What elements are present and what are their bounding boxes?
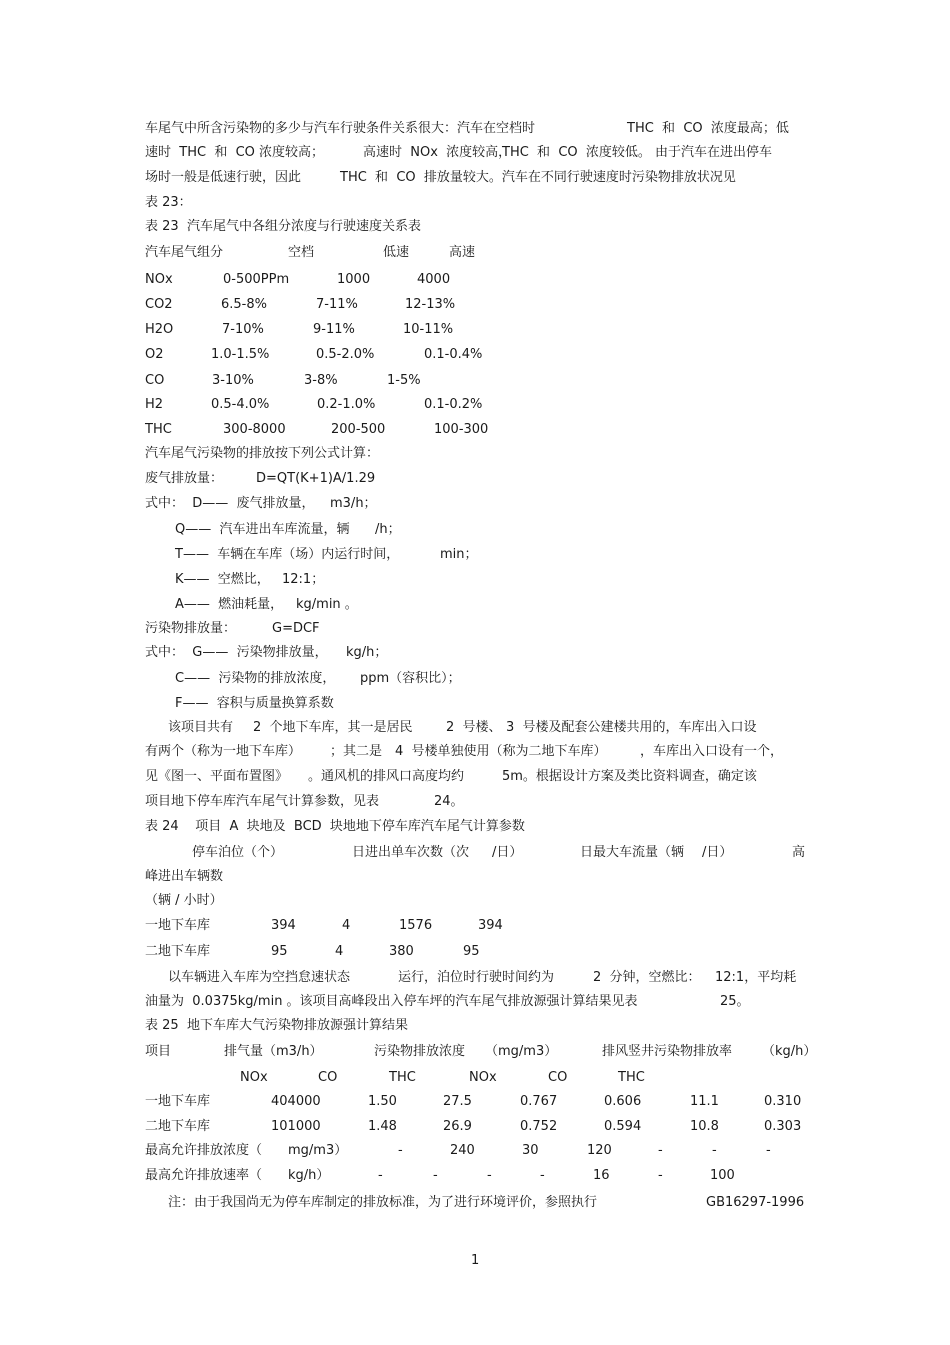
table-cell: 9-11%	[313, 322, 355, 337]
table-cell: NOx	[145, 272, 173, 287]
waste-gas-label: 废气排放量：	[145, 471, 224, 486]
para2-l4b: 24。	[434, 794, 464, 809]
table-23-header: 汽车尾气组分	[145, 245, 224, 260]
where-f: F—— 容积与质量换算系数	[175, 696, 334, 711]
table-24-header: 停车泊位（个）	[192, 845, 284, 860]
table-cell: 200-500	[331, 422, 386, 437]
table-cell: -	[658, 1168, 663, 1183]
table-cell: 0.767	[520, 1094, 558, 1109]
table-cell: 0.1-0.4%	[424, 347, 483, 362]
table-23-header: 高速	[449, 245, 476, 260]
table-cell: kg/h）	[288, 1168, 330, 1183]
table-23-header: 空档	[288, 245, 315, 260]
table-25-caption: 表 25 地下车库大气污染物排放源强计算结果	[145, 1018, 408, 1033]
table-cell: 3-10%	[212, 373, 254, 388]
para2-l3b: 。通风机的排风口高度均约	[308, 769, 465, 784]
table-23-header: 低速	[383, 245, 410, 260]
table-cell: O2	[145, 347, 164, 362]
table-cell: 6.5-8%	[221, 297, 267, 312]
table-cell: -	[540, 1168, 545, 1183]
para3-l1c: 2 分钟，空燃比：	[593, 970, 701, 985]
table-cell: 16	[593, 1168, 610, 1183]
para2-l3c: 5m。根据设计方案及类比资料调查，确定该	[502, 769, 757, 784]
para2-l3a: 见《图一、平面布置图》	[145, 769, 289, 784]
table-cell: 4000	[417, 272, 451, 287]
table-cell: 11.1	[690, 1094, 719, 1109]
table-cell: -	[658, 1143, 663, 1158]
table-cell: 1-5%	[387, 373, 421, 388]
para2-l2c: 4 号楼单独使用（称为二地下车库）	[395, 744, 607, 759]
intro-line2-a: 速时 THC 和 CO 浓度较高；	[145, 145, 325, 160]
table-cell: 0-500PPm	[223, 272, 290, 287]
table-25-header: 排气量（m3/h）	[224, 1044, 323, 1059]
where-d-b: m3/h；	[330, 496, 377, 511]
table-24-header: 日最大车流量（辆	[580, 845, 685, 860]
table-cell: 1.48	[368, 1119, 397, 1134]
pollutant-formula: G=DCF	[272, 621, 320, 636]
table-25-subheader: NOx	[469, 1070, 497, 1085]
table-cell: THC	[145, 422, 172, 437]
table-cell: 0.594	[604, 1119, 642, 1134]
table-cell: H2	[145, 397, 164, 412]
intro-line2-b: 高速时 NOx 浓度较高，	[363, 145, 512, 160]
table-24-header: /日）	[492, 845, 523, 860]
para3-l1a: 以车辆进入车库为空挡怠速状态	[168, 970, 351, 985]
para3-l1d: 12:1，平均耗	[715, 970, 797, 985]
table-cell: -	[712, 1143, 717, 1158]
table-cell: 1576	[399, 918, 433, 933]
para3-l2a: 油量为 0.0375kg/min 。该项目高峰段出入停车坪的汽车尾气排放源强计算结果见表	[145, 994, 638, 1009]
table-cell: 240	[450, 1143, 475, 1158]
table-cell: CO2	[145, 297, 173, 312]
table-cell: 12-13%	[405, 297, 456, 312]
table-cell: -	[487, 1168, 492, 1183]
table-25-subheader: THC	[389, 1070, 416, 1085]
where-q-b: /h；	[375, 522, 401, 537]
table-cell: 30	[522, 1143, 539, 1158]
para3-l2b: 25。	[720, 994, 750, 1009]
table-cell: 95	[463, 944, 480, 959]
table-cell: 300-8000	[223, 422, 286, 437]
table-cell: 一地下车库	[145, 918, 211, 933]
note-text: 注：由于我国尚无为停车库制定的排放标准，为了进行环境评价，参照执行	[168, 1195, 598, 1210]
table-cell: 394	[478, 918, 503, 933]
table-cell: -	[378, 1168, 383, 1183]
table-cell: 3-8%	[304, 373, 338, 388]
para2-l2a: 有两个（称为一地下车库）	[145, 744, 302, 759]
table-24-header: （辆 / 小时）	[145, 893, 223, 908]
intro-line4: 表 23：	[145, 195, 192, 210]
para2-l1b: 2 个地下车库，其一是居民	[253, 720, 413, 735]
table-cell: 二地下车库	[145, 944, 211, 959]
table-cell: 4	[335, 944, 344, 959]
table-25-header: 污染物排放浓度	[374, 1044, 466, 1059]
table-25-subheader: NOx	[240, 1070, 268, 1085]
table-24-header: 日进出单车次数（次	[352, 845, 470, 860]
table-cell: 一地下车库	[145, 1094, 211, 1109]
where-a-a: A—— 燃油耗量，	[175, 597, 284, 612]
table-25-subheader: CO	[318, 1070, 338, 1085]
where-q-a: Q—— 汽车进出车库流量，辆	[175, 522, 350, 537]
table-24-header: /日）	[702, 845, 733, 860]
table-cell: 0.5-4.0%	[211, 397, 270, 412]
para2-l2d: ，车库出入口设有一个，	[640, 744, 784, 759]
table-24-caption: 表 24 项目 A 块地及 BCD 块地地下停车库汽车尾气计算参数	[145, 819, 525, 834]
table-24-header: 峰进出车辆数	[145, 869, 224, 884]
intro-line3-b: THC 和 CO 排放量较大。汽车在不同行驶速度时污染物排放状况见	[340, 170, 736, 185]
table-24-header: 高	[792, 845, 806, 860]
table-cell: 最高允许排放浓度（	[145, 1143, 263, 1158]
table-cell: 404000	[271, 1094, 321, 1109]
where-g-b: kg/h；	[346, 645, 388, 660]
table-cell: 10.8	[690, 1119, 719, 1134]
table-cell: 27.5	[443, 1094, 472, 1109]
table-cell: 10-11%	[403, 322, 454, 337]
page-number: 1	[471, 1253, 480, 1268]
table-cell: 380	[389, 944, 414, 959]
table-23-caption: 表 23 汽车尾气中各组分浓度与行驶速度关系表	[145, 219, 421, 234]
table-cell: CO	[145, 373, 165, 388]
table-cell: 394	[271, 918, 296, 933]
where-c-b: ppm（容积比）；	[360, 671, 461, 686]
table-cell: 0.310	[764, 1094, 802, 1109]
where-d-a: 式中： D—— 废气排放量，	[145, 496, 315, 511]
table-25-header: 项目	[145, 1044, 172, 1059]
para2-l4a: 项目地下停车库汽车尾气计算参数，见表	[145, 794, 380, 809]
table-25-header: （mg/m3）	[485, 1044, 558, 1059]
table-cell: 101000	[271, 1119, 321, 1134]
table-cell: 1.0-1.5%	[211, 347, 270, 362]
table-cell: 1.50	[368, 1094, 397, 1109]
para2-l1a: 该项目共有	[168, 720, 234, 735]
table-cell: -	[433, 1168, 438, 1183]
para2-l2b: ；其二是	[330, 744, 383, 759]
waste-gas-formula: D=QT(K+1)A/1.29	[256, 471, 376, 486]
para3-l1b: 运行，泊位时行驶时间约为	[398, 970, 555, 985]
where-a-b: kg/min 。	[296, 597, 358, 612]
table-cell: 1000	[337, 272, 371, 287]
table-cell: 26.9	[443, 1119, 472, 1134]
table-cell: 7-11%	[316, 297, 358, 312]
note-standard: GB16297-1996	[706, 1195, 805, 1210]
intro-line3-a: 场时一般是低速行驶，因此	[145, 170, 302, 185]
where-g-a: 式中： G—— 污染物排放量，	[145, 645, 328, 660]
table-cell: 95	[271, 944, 288, 959]
intro-line2-c: THC 和 CO 浓度较低。 由于汽车在进出停车	[502, 145, 773, 160]
where-k-b: 12:1；	[282, 572, 325, 587]
table-cell: 0.2-1.0%	[317, 397, 376, 412]
where-t-a: T—— 车辆在车库（场）内运行时间，	[175, 547, 400, 562]
table-cell: -	[398, 1143, 403, 1158]
table-cell: 最高允许排放速率（	[145, 1168, 263, 1183]
formula-intro: 汽车尾气污染物的排放按下列公式计算：	[145, 446, 380, 461]
pollutant-label: 污染物排放量：	[145, 621, 237, 636]
table-cell: -	[766, 1143, 771, 1158]
intro-line1-b: THC 和 CO 浓度最高；低	[627, 121, 789, 136]
table-cell: 0.1-0.2%	[424, 397, 483, 412]
table-25-header: 排风竖井污染物排放率	[602, 1044, 733, 1059]
intro-line1-a: 车尾气中所含污染物的多少与汽车行驶条件关系很大：汽车在空档时	[145, 121, 536, 136]
table-cell: 4	[342, 918, 351, 933]
table-cell: 100-300	[434, 422, 489, 437]
table-cell: 二地下车库	[145, 1119, 211, 1134]
table-cell: 7-10%	[222, 322, 264, 337]
table-cell: 0.606	[604, 1094, 642, 1109]
table-cell: 0.303	[764, 1119, 802, 1134]
table-25-header: （kg/h）	[762, 1044, 817, 1059]
table-cell: H2O	[145, 322, 174, 337]
where-t-b: min；	[440, 547, 478, 562]
table-cell: 0.752	[520, 1119, 558, 1134]
table-cell: 100	[710, 1168, 735, 1183]
table-25-subheader: CO	[548, 1070, 568, 1085]
para2-l1c: 2 号楼、	[446, 720, 502, 735]
table-cell: 0.5-2.0%	[316, 347, 375, 362]
table-25-subheader: THC	[618, 1070, 645, 1085]
para2-l1d: 3 号楼及配套公建楼共用的，车库出入口设	[506, 720, 757, 735]
table-cell: 120	[587, 1143, 612, 1158]
where-k-a: K—— 空燃比，	[175, 572, 270, 587]
where-c-a: C—— 污染物的排放浓度，	[175, 671, 336, 686]
table-cell: mg/m3）	[288, 1143, 348, 1158]
